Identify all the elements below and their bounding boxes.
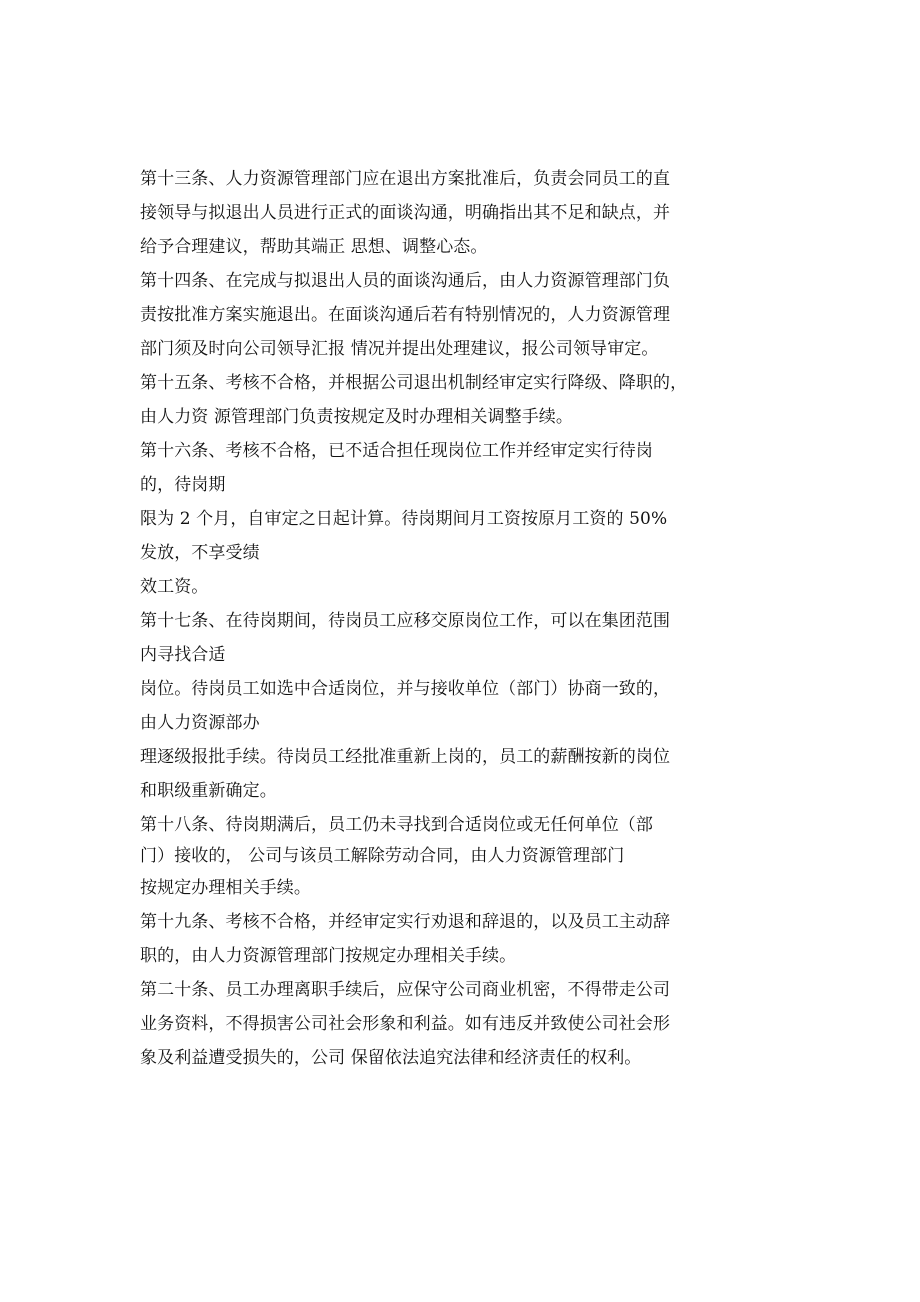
text-line: 内寻找合适: [140, 645, 226, 665]
text-line: 部门须及时向公司领导汇报 情况并提出处理建议，报公司领导审定。: [140, 339, 659, 359]
text-line: 和职级重新确定。: [140, 781, 277, 801]
text-line: 第十八条、待岗期满后，员工仍未寻找到合适岗位或无任何单位（部: [140, 815, 653, 835]
text-line: 由人力资 源管理部门负责按规定及时办理相关调整手续。: [140, 407, 574, 427]
text-line: 第十六条、考核不合格，已不适合担任现岗位工作并经审定实行待岗: [140, 441, 653, 461]
text-line: 第十三条、人力资源管理部门应在退出方案批准后，负责会同员工的直: [140, 169, 671, 189]
text-line: 理逐级报批手续。待岗员工经批准重新上岗的，员工的薪酬按新的岗位: [140, 747, 671, 767]
text-line: 限为 2 个月，自审定之日起计算。待岗期间月工资按原月工资的 50%: [140, 509, 668, 529]
text-line: 第十七条、在待岗期间，待岗员工应移交原岗位工作，可以在集团范围: [140, 611, 671, 631]
text-line: 第十四条、在完成与拟退出人员的面谈沟通后，由人力资源管理部门负: [140, 271, 671, 291]
text-line: 岗位。待岗员工如选中合适岗位，并与接收单位（部门）协商一致的，: [140, 679, 671, 699]
text-line: 第十九条、考核不合格，并经审定实行劝退和辞退的，以及员工主动辞: [140, 912, 671, 932]
text-line: 职的，由人力资源管理部门按规定办理相关手续。: [140, 946, 517, 966]
text-line: 接领导与拟退出人员进行正式的面谈沟通，明确指出其不足和缺点，并: [140, 203, 671, 223]
text-line: 发放，不享受绩: [140, 543, 260, 563]
text-line: 业务资料，不得损害公司社会形象和利益。如有违反并致使公司社会形: [140, 1014, 671, 1034]
text-line: 门）接收的， 公司与该员工解除劳动合同，由人力资源管理部门: [140, 846, 625, 866]
text-line: 责按批准方案实施退出。在面谈沟通后若有特别情况的，人力资源管理: [140, 305, 671, 325]
text-line: 的，待岗期: [140, 475, 226, 495]
text-line: 第十五条、考核不合格，并根据公司退出机制经审定实行降级、降职的，: [140, 373, 688, 393]
text-line: 第二十条、员工办理离职手续后，应保守公司商业机密，不得带走公司: [140, 980, 671, 1000]
text-line: 给予合理建议，帮助其端正 思想、调整心态。: [140, 237, 488, 257]
text-line: 按规定办理相关手续。: [140, 878, 311, 898]
document-body: [140, 162, 720, 1075]
text-line: 效工资。: [140, 577, 209, 597]
text-line: 由人力资源部办: [140, 713, 260, 733]
text-line: 象及利益遭受损失的，公司 保留依法追究法律和经济责任的权利。: [140, 1048, 642, 1068]
